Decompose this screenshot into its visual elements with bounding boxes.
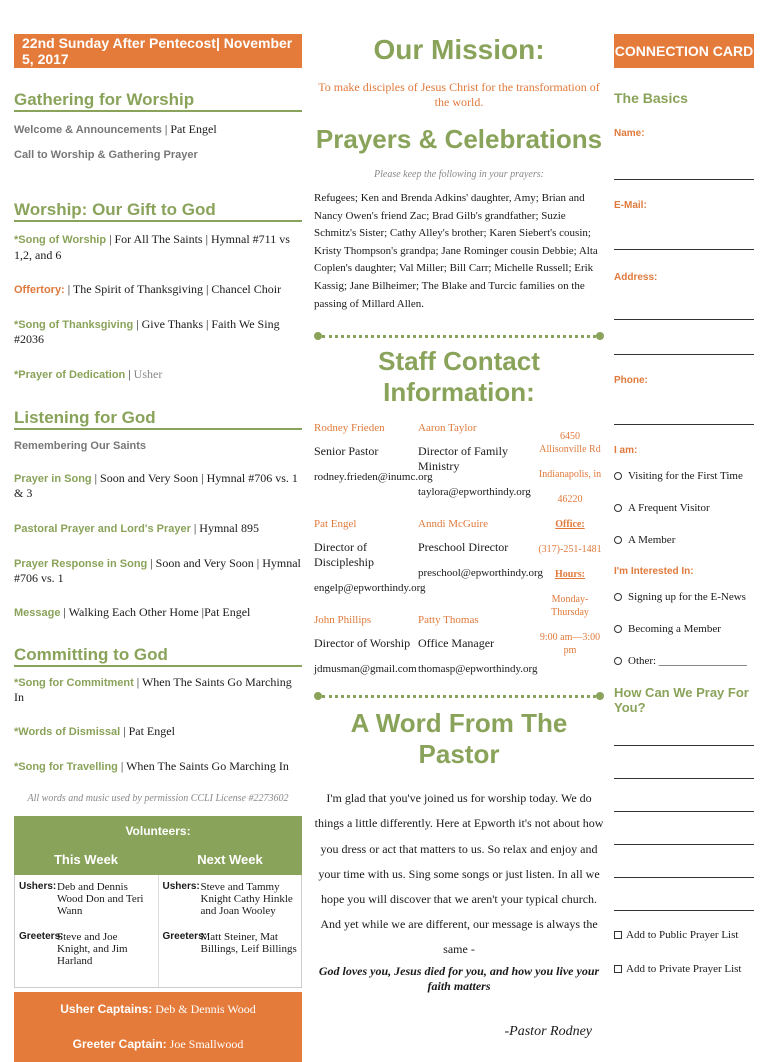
phone-label: Phone:: [614, 375, 648, 386]
interested-option[interactable]: Signing up for the E-News: [614, 591, 754, 603]
mission-title: Our Mission:: [373, 34, 545, 65]
staff-title: Staff Contact Information:: [378, 346, 540, 408]
interested-label: I'm Interested In:: [614, 566, 694, 577]
staff-card: John Phillips Director of Worship jdmusman@gmail.com: [314, 614, 417, 676]
next-week-column: [158, 875, 302, 987]
order-of-worship: [14, 34, 302, 1062]
volunteers-box: [14, 816, 302, 875]
worship-item: *Prayer of Dedication | Usher: [14, 366, 163, 381]
gathering-section-title: Gathering for Worship: [14, 90, 302, 112]
volunteers-subheader: [14, 846, 302, 875]
i-am-option[interactable]: A Frequent Visitor: [614, 502, 754, 514]
checkbox-icon: [614, 931, 622, 939]
prayer-list: Refugees; Ken and Brenda Adkins' daughter, Amy; Brian and Nancy Owen's friend Zac; Brad Gilb's grandfather; Suzie Schmitz's Sister; Cathy Alley's brother; Karen Siebert's cousin; Kristy Thompson's grandpa; Jane Rominger cousin Debbie; Alta Coplen's daughter; Val Miller; Bill Carr; Michelle Russell; Erik Kassig; Jane Bilheimer; The Blake and Turcic families on the passing of Millard Allen.: [314, 192, 598, 310]
listening-item: Prayer Response in Song | Soon and Very Soon | Hymnal #706 vs. 1: [14, 555, 301, 586]
staff-card: Anndi McGuire Preschool Director preschool@epworthindy.org: [418, 518, 543, 580]
connection-card-banner: CONNECTION CARD: [614, 34, 754, 68]
prayer-note: Please keep the following in your prayers:: [374, 169, 544, 180]
next-week-label: Next Week: [197, 851, 263, 867]
worship-item: *Song of Thanksgiving | Give Thanks | Faith We Sing #2036: [14, 317, 280, 347]
connection-card: [614, 34, 754, 975]
pray-heading: How Can We Pray For You?: [614, 685, 749, 715]
info-column: [314, 34, 604, 1040]
radio-icon: [614, 536, 622, 544]
staff-card: Rodney Frieden Senior Pastor rodney.frieden@inumc.org: [314, 422, 433, 484]
prayers-title: Prayers & Celebrations: [315, 124, 603, 154]
mission-text: To make disciples of Jesus Christ for the transformation of the world.: [318, 80, 600, 109]
email-field[interactable]: [614, 249, 754, 250]
i-am-option[interactable]: A Member: [614, 534, 754, 546]
radio-icon: [614, 593, 622, 601]
i-am-label: I am:: [614, 445, 638, 456]
staff-card: Pat Engel Director of Discipleship engelp@epworthindy.org: [314, 518, 426, 595]
checkbox-icon: [614, 965, 622, 973]
date-banner: 22nd Sunday After Pentecost| November 5, 2017: [14, 34, 302, 68]
pastor-message: I'm glad that you've joined us for worship today. We do things a little differently. Here at Epworth it's not about how you dress or act that matters to us. So relax and enjoy and your time with us. Sing some songs or just listen. In all we hope you will discover that we aren't your typical church. And yet while we are different, our message is always the same -: [314, 791, 604, 957]
prayer-request-line[interactable]: [614, 910, 754, 911]
church-address: 6450 Allisonville Rd Indianapolis, in 46220 Office: (317)-251-1481 Hours: Monday-Thursday 9:00 am—3:00 pm: [538, 431, 602, 657]
radio-icon: [614, 472, 622, 480]
committing-section-title: Committing to God: [14, 645, 302, 667]
prayer-request-line[interactable]: [614, 877, 754, 878]
permission-note: All words and music used by permission CCLI License #2273602: [27, 792, 289, 804]
committing-item: *Words of Dismissal | Pat Engel: [14, 724, 175, 739]
interested-option[interactable]: Other: ________________: [614, 655, 754, 667]
name-label: Name:: [614, 128, 645, 139]
volunteers-table: [14, 875, 302, 988]
listening-item: Remembering Our Saints: [14, 439, 147, 452]
pastor-word-title: A Word From The Pastor: [350, 708, 568, 770]
worship-item: Offertory: | The Spirit of Thanksgiving | Chancel Choir: [14, 281, 282, 296]
worship-item: *Song of Worship | For All The Saints | Hymnal #711 vs 1,2, and 6: [14, 232, 290, 262]
gathering-item: Welcome & Announcements | Pat Engel: [14, 122, 217, 136]
radio-icon: [614, 625, 622, 633]
private-prayer-checkbox[interactable]: Add to Private Prayer List: [614, 963, 754, 975]
volunteers-title: Volunteers:: [125, 823, 191, 838]
listening-item: Pastoral Prayer and Lord's Prayer | Hymnal 895: [14, 520, 259, 535]
i-am-option[interactable]: Visiting for the First Time: [614, 470, 754, 482]
worship-section-title: Worship: Our Gift to God: [14, 200, 302, 222]
divider: [322, 695, 596, 698]
address-field-line2[interactable]: [614, 354, 754, 355]
volunteer-row: Ushers: Deb and Dennis Wood Don and Teri Wann: [19, 880, 144, 917]
staff-card: Aaron Taylor Director of Family Ministry taylora@epworthindy.org: [418, 422, 531, 499]
gathering-item: Call to Worship & Gathering Prayer: [14, 149, 198, 162]
committing-item: *Song for Travelling | When The Saints Go Marching In: [14, 759, 289, 774]
listening-section-title: Listening for God: [14, 408, 302, 430]
address-field-line1[interactable]: [614, 319, 754, 320]
name-field[interactable]: [614, 179, 754, 180]
prayer-request-line[interactable]: [614, 745, 754, 746]
committing-item: *Song for Commitment | When The Saints Go Marching In: [14, 674, 292, 704]
captains-box: [14, 992, 302, 1062]
greeter-captain: Greeter Captain: Joe Smallwood: [72, 1036, 244, 1051]
radio-icon: [614, 504, 622, 512]
staff-grid: [314, 422, 604, 695]
volunteer-row: Greeters: Matt Steiner, Mat Billings, Leif Billings: [162, 930, 297, 955]
prayer-request-line[interactable]: [614, 778, 754, 779]
pastor-quote: God loves you, Jesus died for you, and how you live your faith matters: [318, 964, 600, 994]
usher-captains: Usher Captains: Deb & Dennis Wood: [60, 1001, 256, 1016]
prayer-request-line[interactable]: [614, 811, 754, 812]
this-week-column: [15, 875, 158, 987]
address-label: Address:: [614, 272, 658, 283]
radio-icon: [614, 657, 622, 665]
listening-item: Prayer in Song | Soon and Very Soon | Hymnal #706 vs. 1 & 3: [14, 471, 298, 501]
interested-option[interactable]: Becoming a Member: [614, 623, 754, 635]
phone-field[interactable]: [614, 424, 754, 425]
divider: [322, 335, 596, 338]
listening-item: Message | Walking Each Other Home |Pat Engel: [14, 605, 251, 620]
email-label: E-Mail:: [614, 200, 647, 211]
pastor-signature: -Pastor Rodney: [504, 1024, 592, 1040]
basics-heading: The Basics: [614, 90, 688, 106]
volunteer-row: Greeters: Steve and Joe Knight, and Jim Harland: [19, 930, 128, 967]
prayer-request-line[interactable]: [614, 844, 754, 845]
volunteer-row: Ushers: Steve and Tammy Knight Cathy Hinkle and Joan Wooley: [162, 880, 293, 917]
this-week-label: This Week: [53, 851, 119, 867]
staff-card: Patty Thomas Office Manager thomasp@epworthindy.org: [418, 614, 538, 676]
public-prayer-checkbox[interactable]: Add to Public Prayer List: [614, 929, 754, 941]
